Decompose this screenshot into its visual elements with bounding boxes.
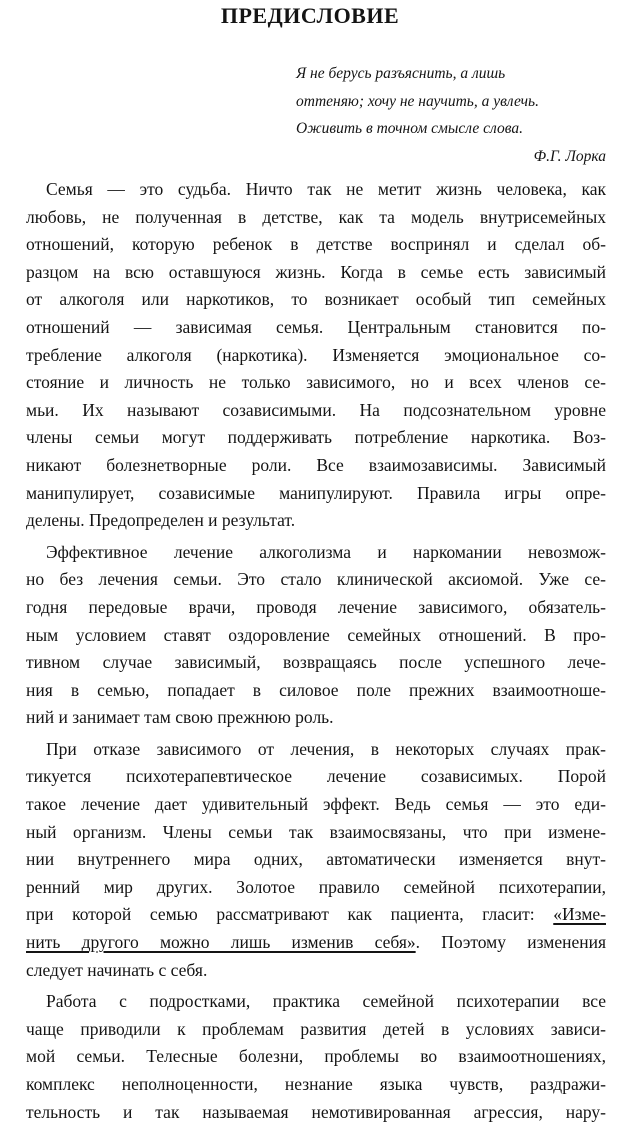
text-line: нии внутреннего мира одних, автоматически изменяется внут- [26,849,606,870]
underlined-quote: «Изме- [553,904,606,925]
paragraph [26,539,606,732]
text-line: но без лечения семьи. Это стало клинической аксиомой. Уже се- [26,569,606,590]
text-line: стояние и личность не только зависимого, но и всех членов се- [26,372,606,393]
text-line [26,929,606,957]
text-line: тивном случае зависимый, возвращаясь после успешного лече- [26,652,606,673]
text-line: тикуется психотерапевтическое лечение созависимых. Порой [26,766,606,787]
text-line: мьи. Их называют созависимыми. На подсознательном уровне [26,399,606,420]
underlined-quote: нить другого можно лишь изменив себя» [26,932,416,953]
text-line: разцом на всю оставшуюся жизнь. Когда в семье есть зависимый [26,261,606,282]
text-line: Эффективное лечение алкоголизма и наркомании невозмож- [46,541,606,562]
text-line: ный организм. Члены семьи так взаимосвязаны, что при измене- [26,821,606,842]
body-text [26,176,606,1126]
text-line [26,901,606,929]
text-line: от алкоголя или наркотиков, то возникает особый тип семейных [26,289,606,310]
text-line: любовь, не полученная в детстве, как та модель внутрисемейных [26,206,606,227]
epigraph-line: оттеняю; хочу не научить, а увлечь. [296,92,539,110]
text-line: Работа с подростками, практика семейной психотерапии все [46,991,606,1012]
text-line: чаще приводили к проблемам развития детей в условиях зависи- [26,1018,606,1039]
text-line: годня передовые врачи, проводя лечение зависимого, обязатель- [26,596,606,617]
text-line: мой семьи. Телесные болезни, проблемы во взаимоотношениях, [26,1046,606,1067]
text-segment: . Поэтому изменения [415,932,607,953]
page-title: ПРЕДИСЛОВИЕ [220,3,400,28]
text-line: делены. Предопределен и результат. [26,510,296,531]
text-line: отношений, которую ребенок в детстве воспринял и сделал об- [26,234,606,255]
paragraph [26,988,606,1126]
text-line: отношений — зависимая семья. Центральным становится по- [26,316,606,337]
text-line: следует начинать с себя. [26,959,208,980]
text-line: ным условием ставят оздоровление семейных отношений. В про- [26,624,606,645]
text-line: ний и занимает там свою прежнюю роль. [26,707,334,728]
text-line: ния в семью, попадает в силовое поле прежних взаимоотноше- [26,679,606,700]
text-line: ренний мир других. Золотое правило семейной психотерапии, [26,876,606,897]
epigraph-author: Ф.Г. Лорка [533,147,606,165]
text-line: При отказе зависимого от лечения, в некоторых случаях прак- [46,738,606,759]
text-line: такое лечение дает удивительный эффект. Ведь семья — это еди- [26,794,606,815]
epigraph-line: Оживить в точном смысле слова. [296,120,523,137]
text-line: Семья — это судьба. Ничто так не метит жизнь человека, как [46,179,606,199]
epigraph-line: Я не берусь разъяснить, а лишь [296,65,506,82]
text-line: члены семьи могут поддерживать потребление наркотика. Воз- [26,427,606,448]
text-line: тельность и так называемая немотивированная агрессия, нару- [26,1101,606,1122]
epigraph [296,60,606,170]
paragraph [26,176,606,535]
text-line: никают болезнетворные роли. Все взаимозависимы. Зависимый [26,454,606,475]
paragraph [26,736,606,984]
text-segment: при которой семью рассматривают как пациента, гласит: [26,904,554,925]
text-line: требление алкоголя (наркотика). Изменяется эмоциональное со- [26,344,606,365]
text-line: комплекс неполноценности, незнание языка чувств, раздражи- [26,1074,606,1094]
text-line: манипулирует, созависимые манипулируют. Правила игры опре- [26,482,606,503]
